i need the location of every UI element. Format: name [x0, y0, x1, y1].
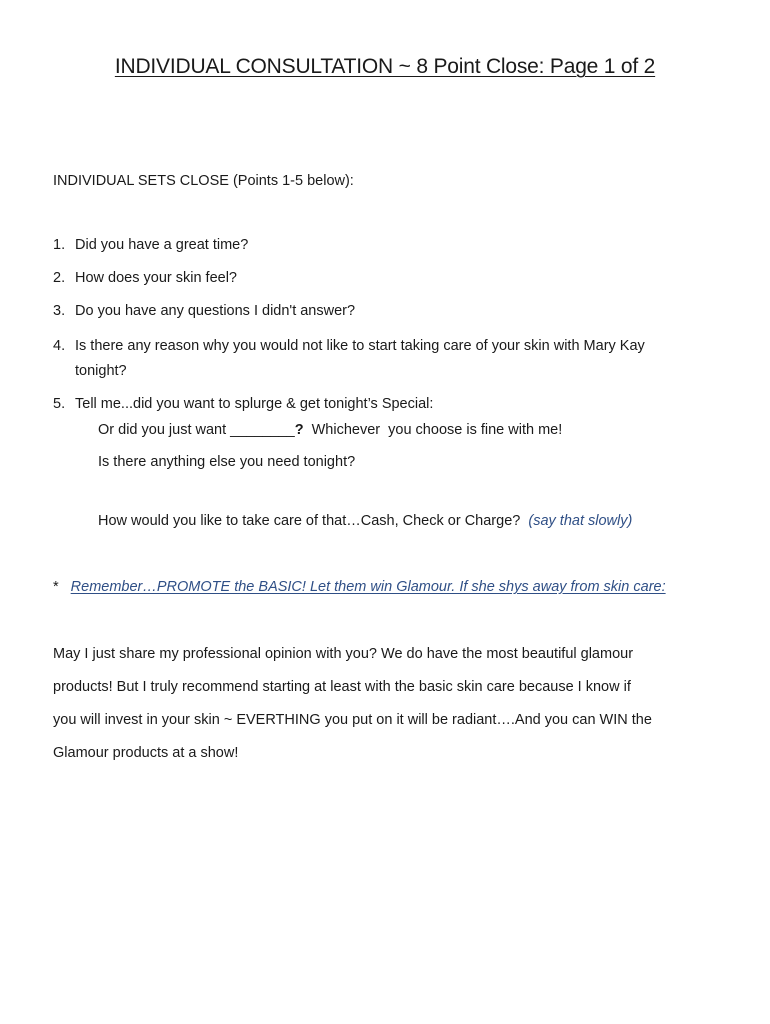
list-item-number: 3. — [53, 303, 66, 319]
paragraph-line: May I just share my professional opinion with you? We do have the most beautiful glamour — [53, 646, 634, 662]
list-item-continuation: tonight? — [75, 363, 127, 379]
list-item-number: 2. — [53, 270, 66, 286]
item5-line-payment — [98, 511, 632, 531]
remember-text: Remember…PROMOTE the BASIC! Let them win Glamour. If she shys away from skin care: — [70, 579, 666, 595]
item5-line-anything-else: Is there anything else you need tonight? — [98, 454, 356, 470]
paragraph-line: Glamour products at a show! — [53, 745, 239, 761]
list-item-text: Is there any reason why you would not like to start taking care of your skin with Mary Kay — [75, 338, 645, 354]
list-item-text: Did you have a great time? — [75, 237, 249, 253]
page-title — [0, 55, 770, 79]
item5-choice-b: Whichever you choose is fine with me! — [303, 422, 563, 438]
item5-line-choice — [98, 420, 562, 440]
page-title-text: INDIVIDUAL CONSULTATION ~ 8 Point Close: Page 1 of 2 — [114, 55, 656, 78]
paragraph-line: you will invest in your skin ~ EVERTHING you put on it will be radiant….And you can WIN the — [53, 712, 652, 728]
list-item — [53, 301, 355, 321]
section-heading: INDIVIDUAL SETS CLOSE (Points 1-5 below): — [53, 173, 354, 189]
list-item-number: 5. — [53, 396, 66, 412]
paragraph-line: products! But I truly recommend starting at least with the basic skin care because I know if — [53, 679, 631, 695]
remember-star: * — [53, 579, 59, 595]
item5-choice-a: Or did you just want ________ — [98, 422, 295, 438]
item5-choice-question: ? — [294, 422, 304, 438]
list-item-number: 1. — [53, 237, 66, 253]
list-item — [53, 235, 248, 255]
list-item — [53, 336, 645, 356]
remember-note — [53, 577, 666, 597]
list-item — [53, 268, 237, 288]
list-item-text: How does your skin feel? — [75, 270, 237, 286]
item5-payment-note: (say that slowly) — [528, 513, 633, 529]
list-item — [53, 394, 433, 414]
item5-payment-question: How would you like to take care of that…Cash, Check or Charge? — [98, 513, 529, 529]
list-item-text: Tell me...did you want to splurge & get tonight’s Special: — [75, 396, 434, 412]
list-item-text: Do you have any questions I didn't answer? — [75, 303, 356, 319]
list-item-number: 4. — [53, 338, 66, 354]
